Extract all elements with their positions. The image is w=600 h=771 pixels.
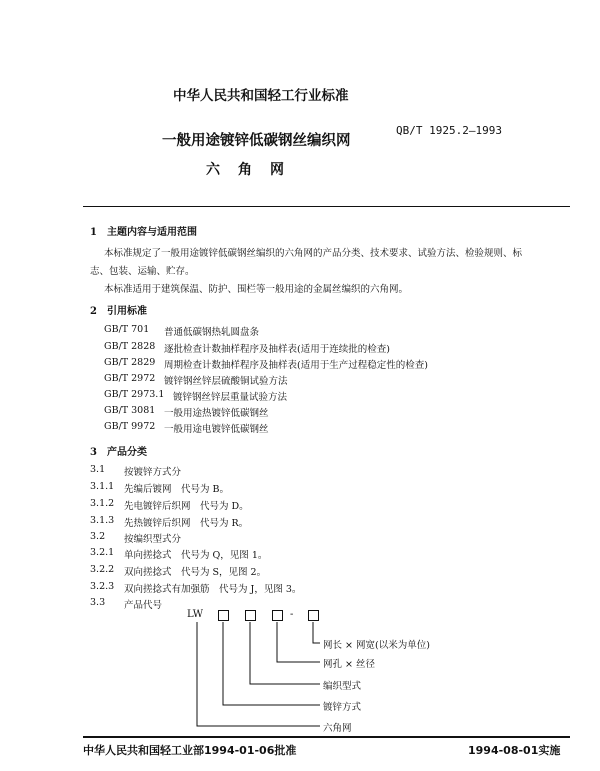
ref-title: 周期检查计数抽样程序及抽样表(适用于生产过程稳定性的检查) bbox=[164, 360, 428, 371]
clause-number: 3.2.2 bbox=[90, 564, 115, 575]
clause-number: 3.1.2 bbox=[90, 498, 115, 509]
clause-number: 3.2 bbox=[90, 531, 106, 542]
clause-text: 先热镀锌后织网 代号为 R。 bbox=[124, 518, 249, 529]
clause-number: 3.1.1 bbox=[90, 481, 115, 492]
leader-line bbox=[313, 622, 320, 643]
section-1-heading: 1 主题内容与适用范围 bbox=[90, 227, 197, 238]
ref-title: 普通低碳钢热轧圆盘条 bbox=[164, 327, 260, 338]
ref-title: 镀锌钢丝锌层硫酸铜试验方法 bbox=[164, 376, 288, 387]
section-1-para-2: 本标准适用于建筑保温、防护、围栏等一般用途的金属丝编织的六角网。 bbox=[104, 284, 409, 295]
clause-number: 3.2.3 bbox=[90, 581, 115, 592]
clause-number: 3.2.1 bbox=[90, 547, 115, 558]
code-box-size bbox=[308, 610, 319, 621]
standard-number: QB/T 1925.2—1993 bbox=[396, 124, 502, 137]
leader-line bbox=[223, 622, 320, 705]
ref-code: GB/T 2828 bbox=[104, 341, 156, 352]
code-box-weave bbox=[245, 610, 256, 621]
section-1-para-1-line-2: 志、包装、运输、贮存。 bbox=[90, 266, 195, 277]
section-1-para-1-line-1: 本标准规定了一般用途镀锌低碳钢丝编织的六角网的产品分类、技术要求、试验方法、检验规则、标 bbox=[104, 248, 523, 259]
ref-title: 一般用途电镀锌低碳钢丝 bbox=[164, 424, 269, 435]
leader-line bbox=[197, 622, 320, 726]
clause-number: 3.1 bbox=[90, 464, 106, 475]
ref-code: GB/T 9972 bbox=[104, 421, 156, 432]
code-prefix: LW bbox=[187, 609, 204, 620]
clause-text: 产品代号 bbox=[124, 600, 163, 611]
diagram-label-size: 网长 × 网宽(以米为单位) bbox=[323, 640, 430, 651]
clause-text: 先电镀锌后织网 代号为 D。 bbox=[124, 501, 249, 512]
ref-title: 一般用途热镀锌低碳钢丝 bbox=[164, 408, 269, 419]
ref-code: GB/T 701 bbox=[104, 324, 150, 335]
leader-line bbox=[250, 622, 320, 684]
clause-text: 按编织型式分 bbox=[124, 534, 182, 545]
clause-number: 3.3 bbox=[90, 597, 106, 608]
footer-divider bbox=[83, 736, 570, 738]
code-dash: - bbox=[290, 609, 294, 620]
diagram-label-mesh: 网孔 × 丝径 bbox=[323, 659, 375, 670]
ref-title: 逐批检查计数抽样程序及抽样表(适用于连续批的检查) bbox=[164, 344, 390, 355]
clause-text: 双向搓捻式有加强筋 代号为 J，见图 3。 bbox=[124, 584, 302, 595]
section-3-heading: 3 产品分类 bbox=[90, 447, 147, 458]
clause-text: 单向搓捻式 代号为 Q，见图 1。 bbox=[124, 550, 268, 561]
diagram-label-galvanizing: 镀锌方式 bbox=[323, 702, 362, 713]
effective-date: 1994-08-01实施 bbox=[468, 744, 561, 757]
section-2-heading: 2 引用标准 bbox=[90, 306, 147, 317]
code-box-galvanizing bbox=[218, 610, 229, 621]
clause-text: 先编后镀网 代号为 B。 bbox=[124, 484, 230, 495]
code-box-mesh bbox=[272, 610, 283, 621]
document-subtitle: 六 角 网 bbox=[206, 162, 286, 178]
leader-line bbox=[277, 622, 320, 662]
ref-title: 镀锌钢丝锌层重量试验方法 bbox=[173, 392, 288, 403]
document-title: 一般用途镀锌低碳钢丝编织网 bbox=[162, 133, 351, 149]
clause-number: 3.1.3 bbox=[90, 515, 115, 526]
ref-code: GB/T 3081 bbox=[104, 405, 156, 416]
diagram-label-hexagonal: 六角网 bbox=[323, 723, 352, 734]
approval-note: 中华人民共和国轻工业部1994-01-06批准 bbox=[83, 744, 297, 757]
ref-code: GB/T 2829 bbox=[104, 357, 156, 368]
ref-code: GB/T 2972 bbox=[104, 373, 156, 384]
ref-code: GB/T 2973.1 bbox=[104, 389, 165, 400]
clause-text: 按镀锌方式分 bbox=[124, 467, 182, 478]
clause-text: 双向搓捻式 代号为 S，见图 2。 bbox=[124, 567, 267, 578]
issuing-org: 中华人民共和国轻工行业标准 bbox=[173, 88, 349, 104]
diagram-label-weave: 编织型式 bbox=[323, 681, 362, 692]
